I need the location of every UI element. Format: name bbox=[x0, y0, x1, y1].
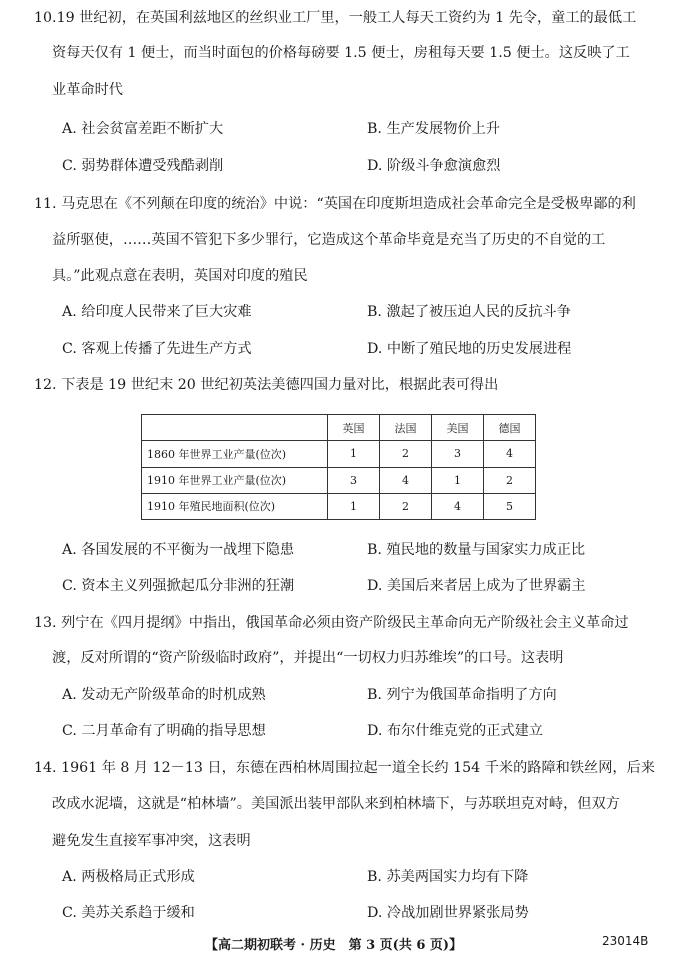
table-row bbox=[142, 441, 536, 467]
q13-stem-line-2: 渡，反对所谓的“资产阶级临时政府”，并提出“一切权力归苏维埃”的口号。这表明 bbox=[52, 650, 564, 666]
q11-stem-line-3: 具。”此观点意在表明，英国对印度的殖民 bbox=[52, 268, 308, 284]
table-cell: 1 bbox=[328, 441, 380, 467]
q14-stem-line-1: 14. 1961 年 8 月 12－13 日，东德在西柏林周围拉起一道全长约 154 千米的路障和铁丝网，后来 bbox=[34, 760, 655, 776]
q12-stem-line-1: 12. 下表是 19 世纪末 20 世纪初英法美德四国力量对比，根据此表可得出 bbox=[34, 377, 499, 393]
table-header-row bbox=[142, 415, 536, 441]
q14-option-b[interactable]: B. 苏美两国实力均有下降 bbox=[367, 869, 529, 885]
table-cell: 2 bbox=[380, 493, 432, 519]
table-header-cell bbox=[142, 415, 328, 441]
q13-option-d[interactable]: D. 布尔什维克党的正式建立 bbox=[367, 723, 543, 739]
table-header-cell: 英国 bbox=[328, 415, 380, 441]
q12-option-b[interactable]: B. 殖民地的数量与国家实力成正比 bbox=[367, 542, 586, 558]
q12-option-c[interactable]: C. 资本主义列强掀起瓜分非洲的狂潮 bbox=[62, 578, 295, 594]
q11-option-b[interactable]: B. 激起了被压迫人民的反抗斗争 bbox=[367, 304, 571, 320]
q11-option-d[interactable]: D. 中断了殖民地的历史发展进程 bbox=[367, 341, 572, 357]
table-row-label: 1910 年殖民地面积(位次) bbox=[142, 493, 328, 519]
table-cell: 2 bbox=[380, 441, 432, 467]
power-comparison-table bbox=[141, 414, 536, 520]
table-header-cell: 德国 bbox=[484, 415, 536, 441]
table-cell: 3 bbox=[328, 467, 380, 493]
q14-stem-line-3: 避免发生直接军事冲突，这表明 bbox=[52, 833, 251, 849]
table-cell: 2 bbox=[484, 467, 536, 493]
q10-stem-line-3: 业革命时代 bbox=[52, 82, 123, 98]
q11-stem-line-1: 11. 马克思在《不列颠在印度的统治》中说：“英国在印度斯坦造成社会革命完全是受极卑鄙的利 bbox=[34, 196, 636, 212]
table-header-cell: 法国 bbox=[380, 415, 432, 441]
q11-option-a[interactable]: A. 给印度人民带来了巨大灾难 bbox=[62, 304, 252, 320]
table-cell: 4 bbox=[432, 493, 484, 519]
q13-stem-line-1: 13. 列宁在《四月提纲》中指出，俄国革命必须由资产阶级民主革命向无产阶级社会主义革命过 bbox=[34, 615, 629, 631]
table-cell: 3 bbox=[432, 441, 484, 467]
table-cell: 5 bbox=[484, 493, 536, 519]
q14-stem-line-2: 改成水泥墙，这就是“柏林墙”。美国派出装甲部队来到柏林墙下，与苏联坦克对峙，但双方 bbox=[52, 796, 620, 812]
q10-option-d[interactable]: D. 阶级斗争愈演愈烈 bbox=[367, 158, 501, 174]
page-footer-title: 【高二期初联考 · 历史 第 3 页(共 6 页)】 bbox=[205, 938, 463, 953]
q13-option-a[interactable]: A. 发动无产阶级革命的时机成熟 bbox=[62, 687, 266, 703]
q14-option-d[interactable]: D. 冷战加剧世界紧张局势 bbox=[367, 905, 529, 921]
table-header-cell: 美国 bbox=[432, 415, 484, 441]
q13-option-b[interactable]: B. 列宁为俄国革命指明了方向 bbox=[367, 687, 557, 703]
q11-stem-line-2: 益所驱使，……英国不管犯下多少罪行，它造成这个革命毕竟是充当了历史的不自觉的工 bbox=[52, 232, 606, 248]
q14-option-c[interactable]: C. 美苏关系趋于缓和 bbox=[62, 905, 195, 921]
q10-option-b[interactable]: B. 生产发展物价上升 bbox=[367, 121, 500, 137]
q10-option-a[interactable]: A. 社会贫富差距不断扩大 bbox=[62, 121, 224, 137]
table-row bbox=[142, 493, 536, 519]
table-row-label: 1910 年世界工业产量(位次) bbox=[142, 467, 328, 493]
table-row bbox=[142, 467, 536, 493]
q14-option-a[interactable]: A. 两极格局正式形成 bbox=[62, 869, 195, 885]
table-cell: 1 bbox=[432, 467, 484, 493]
table-cell: 4 bbox=[484, 441, 536, 467]
q10-stem-line-1: 10.19 世纪初，在英国利兹地区的丝织业工厂里，一般工人每天工资约为 1 先令，童工的最低工 bbox=[34, 10, 637, 26]
q10-stem-line-2: 资每天仅有 1 便士，而当时面包的价格每磅要 1.5 便士，房租每天要 1.5 便士。这反映了工 bbox=[52, 45, 630, 61]
page-footer-code: 23014B bbox=[602, 934, 649, 948]
q10-option-c[interactable]: C. 弱势群体遭受残酷剥削 bbox=[62, 158, 224, 174]
table-cell: 1 bbox=[328, 493, 380, 519]
q11-option-c[interactable]: C. 客观上传播了先进生产方式 bbox=[62, 341, 252, 357]
q13-option-c[interactable]: C. 二月革命有了明确的指导思想 bbox=[62, 723, 266, 739]
table-row-label: 1860 年世界工业产量(位次) bbox=[142, 441, 328, 467]
q12-option-d[interactable]: D. 美国后来者居上成为了世界霸主 bbox=[367, 578, 586, 594]
table-cell: 4 bbox=[380, 467, 432, 493]
q12-option-a[interactable]: A. 各国发展的不平衡为一战埋下隐患 bbox=[62, 542, 295, 558]
